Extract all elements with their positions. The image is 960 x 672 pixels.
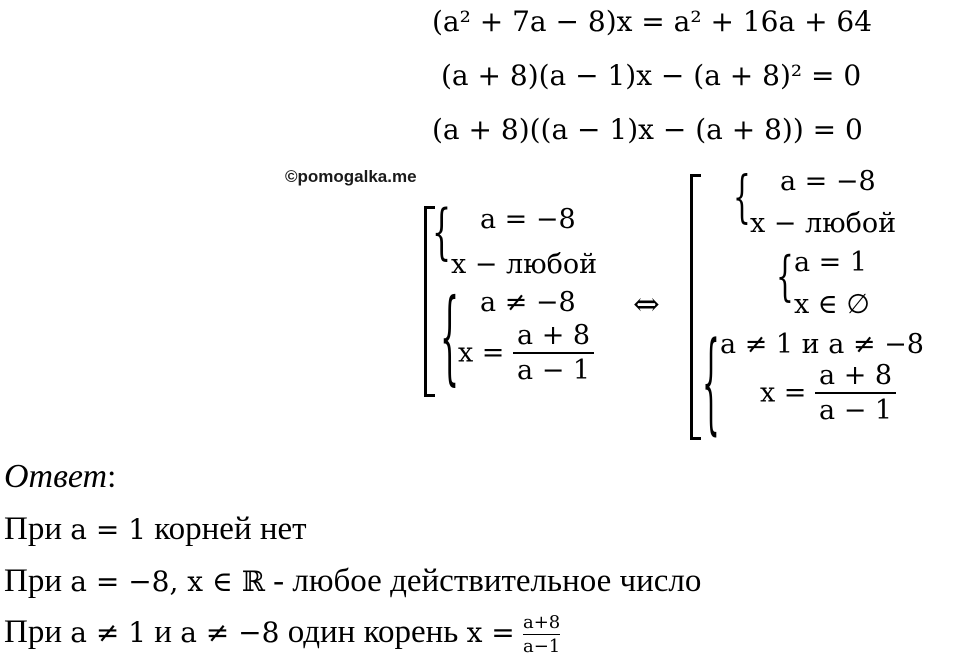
left-case1-cond: a = −8 (480, 204, 576, 235)
answer-line1-pre: При (4, 511, 62, 547)
left-case2-cond: a ≠ −8 (480, 287, 576, 318)
right-case3-x-lhs: x = (760, 377, 807, 409)
right-case1-cond: a = −8 (780, 166, 876, 197)
answer-line3-mid: и (154, 614, 172, 651)
left-brace-1: { (432, 198, 452, 268)
answer-colon: : (107, 459, 117, 495)
right-case2-x: x ∈ ∅ (794, 289, 870, 320)
right-case3-denominator: a − 1 (815, 392, 896, 424)
left-case2-x-lhs: x = (458, 337, 505, 369)
answer-line1-post: корней нет (154, 511, 307, 547)
answer-line3-x-lhs: x = (466, 616, 515, 650)
equation-line-1: (a² + 7a − 8)x = a² + 16a + 64 (432, 5, 873, 38)
answer-line-3 (4, 612, 560, 657)
right-square-bracket (690, 174, 701, 440)
answer-line2-math: a = −8, x ∈ ℝ (70, 565, 265, 598)
equation-line-2: (a + 8)(a − 1)x − (a + 8)² = 0 (441, 59, 862, 92)
left-brace-2: { (440, 279, 460, 399)
right-case2-cond: a = 1 (794, 247, 868, 278)
right-brace-1: { (733, 164, 751, 230)
left-case2-fraction (513, 322, 594, 384)
answer-line1-math: a = 1 (70, 513, 147, 546)
answer-line3-math: a ≠ 1 (70, 616, 147, 650)
answer-line3-post: один корень (287, 614, 459, 651)
answer-line3-numerator: a+8 (522, 612, 561, 633)
answer-line-2 (4, 563, 701, 600)
equivalence-sign: ⇔ (633, 285, 660, 323)
right-case3-cond: a ≠ 1 и a ≠ −8 (720, 329, 924, 360)
answer-line3-math2: a ≠ −8 (180, 616, 280, 650)
right-brace-3: { (702, 318, 720, 447)
answer-line3-fraction (523, 612, 560, 657)
right-case3-eq (760, 362, 896, 424)
left-case2-denominator: a − 1 (513, 352, 594, 384)
left-case1-x: x − любой (451, 249, 598, 280)
right-case3-numerator: a + 8 (819, 360, 893, 391)
left-case2-eq (458, 322, 594, 384)
answer-line2-pre: При (4, 563, 62, 599)
equation-line-3: (a + 8)((a − 1)x − (a + 8)) = 0 (432, 113, 863, 146)
right-case1-x: x − любой (750, 208, 897, 239)
answer-line-1 (4, 511, 307, 548)
answer-line3-denominator: a−1 (522, 636, 561, 657)
answer-heading (4, 458, 116, 496)
left-case2-numerator: a + 8 (517, 320, 591, 351)
watermark: ©pomogalka.me (285, 167, 417, 186)
answer-label: Ответ (4, 458, 108, 495)
answer-line2-post: - любое действительное число (273, 563, 702, 599)
answer-line3-pre: При (4, 614, 62, 651)
right-brace-2: { (776, 245, 794, 308)
right-case3-fraction (815, 362, 896, 424)
